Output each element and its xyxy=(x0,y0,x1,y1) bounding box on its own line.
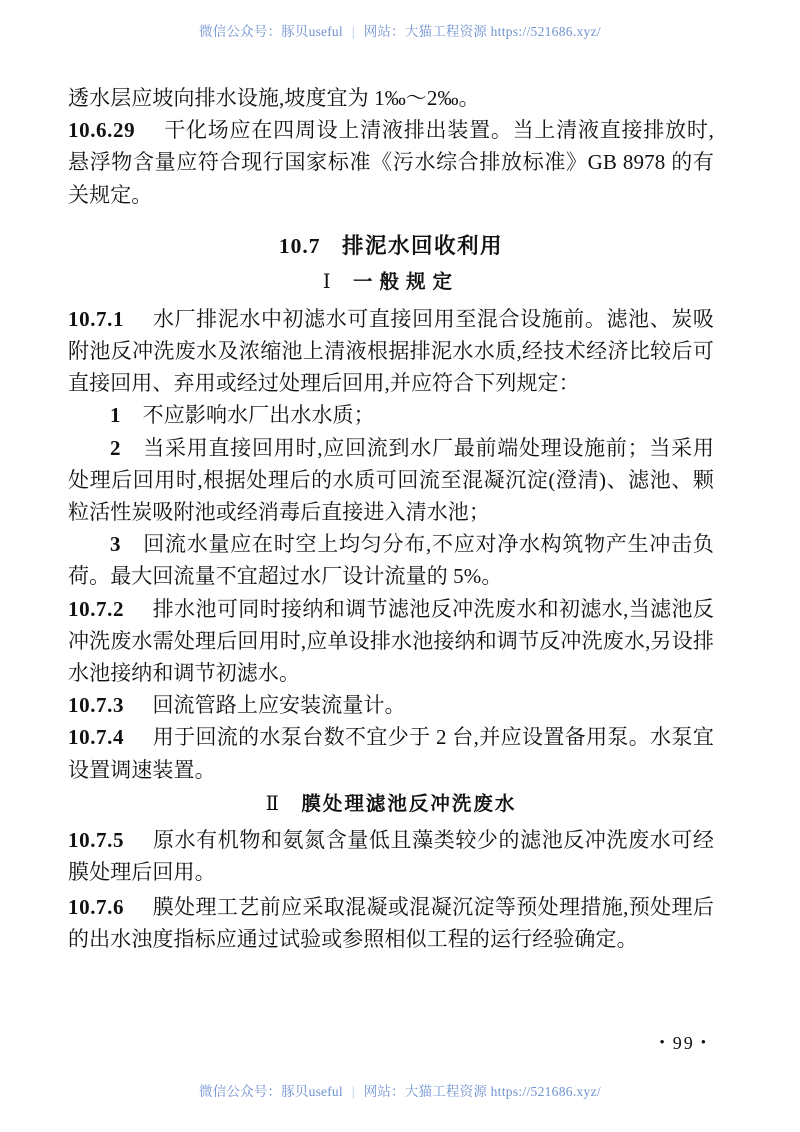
watermark-url: https://521686.xyz/ xyxy=(490,24,601,39)
clause-number: 10.6.29 xyxy=(68,118,136,143)
subsection-title: 膜处理滤池反冲洗废水 xyxy=(301,793,517,815)
page-number-value: 99 xyxy=(672,1033,695,1053)
subsection-title: 一般规定 xyxy=(353,271,460,293)
clause-number: 10.7.2 xyxy=(68,596,125,621)
watermark-wechat-text: 微信公众号：豚贝useful xyxy=(199,24,343,39)
clause-text: 排水池可同时接纳和调节滤池反冲洗废水和初滤水,当滤池反冲洗废水需处理后回用时,应单设排水池接纳和调节反冲洗废水,另设排水池接纳和调节初滤水。 xyxy=(68,596,714,686)
list-item xyxy=(68,528,714,592)
header-watermark xyxy=(0,20,800,40)
spacer-before-section xyxy=(68,211,714,229)
list-item-number: 2 xyxy=(110,435,121,460)
list-item xyxy=(68,399,714,431)
clause-10-7-4 xyxy=(68,721,714,785)
clause-10-7-5 xyxy=(68,824,714,888)
section-heading-10-7 xyxy=(68,229,714,263)
clause-text: 干化场应在四周设上清液排出装置。当上清液直接排放时,悬浮物含量应符合现行国家标准《污水综合排放标准》GB 8978 的有关规定。 xyxy=(68,118,714,207)
clause-10-7-1 xyxy=(68,303,714,400)
clause-text: 回流管路上应安装流量计。 xyxy=(152,693,406,718)
subsection-heading-1 xyxy=(68,267,714,299)
clause-number: 10.7.5 xyxy=(68,827,125,852)
list-item-text: 回流水量应在时空上均匀分布,不应对净水构筑物产生冲击负荷。最大回流量不宜超过水厂设计流量的 5%。 xyxy=(68,532,714,589)
list-item-text: 不应影响水厂出水水质； xyxy=(142,403,375,428)
page-number-dot-right: • xyxy=(700,1035,708,1051)
carryover-paragraph: 透水层应坡向排水设施,坡度宜为 1‰～2‰。 xyxy=(68,86,480,110)
clause-text: 用于回流的水泵台数不宜少于 2 台,并应设置备用泵。水泵宜设置调速装置。 xyxy=(68,725,714,782)
clause-text: 膜处理工艺前应采取混凝或混凝沉淀等预处理措施,预处理后的出水浊度指标应通过试验或参照相似工程的运行经验确定。 xyxy=(68,895,714,952)
subsection-heading-2 xyxy=(68,789,714,821)
page-number xyxy=(0,1033,714,1054)
body-text-column xyxy=(68,82,714,956)
section-number: 10.7 xyxy=(278,233,321,258)
clause-number: 10.7.4 xyxy=(68,725,125,750)
footer-watermark xyxy=(0,1080,800,1100)
subsection-numeral: Ⅱ xyxy=(265,793,279,815)
list-item-number: 3 xyxy=(110,532,121,557)
clause-number: 10.7.1 xyxy=(68,306,125,331)
list-item xyxy=(68,432,714,529)
watermark-separator: | xyxy=(351,24,355,39)
clause-number: 10.7.3 xyxy=(68,693,125,718)
page-number-dot-left: • xyxy=(659,1035,667,1051)
watermark-wechat-text: 微信公众号：豚贝useful xyxy=(199,1084,343,1099)
watermark-site-text: 网站：大猫工程资源 xyxy=(363,1084,488,1099)
clause-10-7-6 xyxy=(68,891,714,955)
list-item-text: 当采用直接回用时,应回流到水厂最前端处理设施前；当采用处理后回用时,根据处理后的水质可回流至混凝沉淀(澄清)、滤池、颗粒活性炭吸附池或经消毒后直接进入清水池； xyxy=(68,435,714,525)
clause-10-6-29 xyxy=(68,114,714,211)
subsection-numeral: Ⅰ xyxy=(322,271,331,293)
watermark-url: https://521686.xyz/ xyxy=(490,1084,601,1099)
clause-10-7-2 xyxy=(68,593,714,690)
watermark-site-text: 网站：大猫工程资源 xyxy=(363,24,488,39)
section-title: 排泥水回收利用 xyxy=(342,233,504,258)
list-item-number: 1 xyxy=(110,403,121,428)
watermark-separator: | xyxy=(351,1084,355,1099)
clause-text: 原水有机物和氨氮含量低且藻类较少的滤池反冲洗废水可经膜处理后回用。 xyxy=(68,827,714,885)
clause-10-7-3 xyxy=(68,689,714,721)
clause-text: 水厂排泥水中初滤水可直接回用至混合设施前。滤池、炭吸附池反冲洗废水及浓缩池上清液根据排泥水水质,经技术经济比较后可直接回用、弃用或经过处理后回用,并应符合下列规定： xyxy=(68,306,714,396)
clause-number: 10.7.6 xyxy=(68,895,125,920)
